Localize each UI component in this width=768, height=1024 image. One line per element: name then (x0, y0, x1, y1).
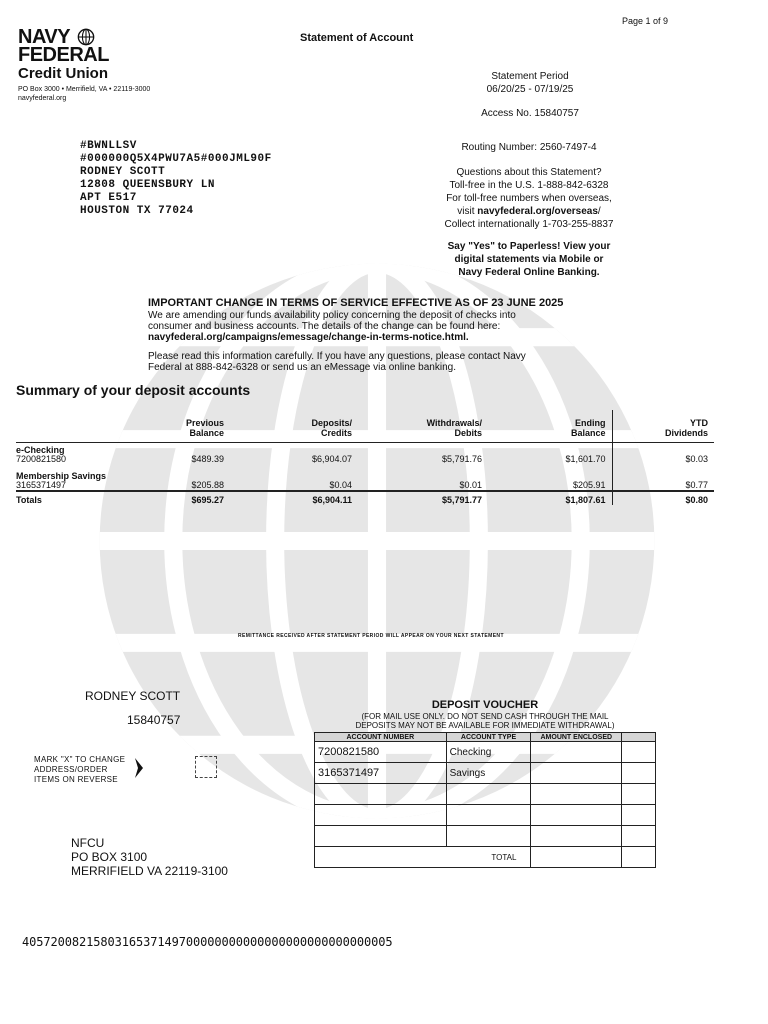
table-row: Membership Savings 3165371497 $205.88 $0.04 $0.01 $205.91 $0.77 (16, 464, 714, 491)
notice-heading: IMPORTANT CHANGE IN TERMS OF SERVICE EFFECTIVE AS OF 23 JUNE 2025 (148, 297, 564, 309)
cents-field[interactable] (622, 805, 656, 826)
mailing-line: RODNEY SCOTT (80, 166, 166, 178)
amount-field[interactable] (531, 742, 622, 763)
voucher-row (315, 805, 656, 826)
voucher-row: 3165371497 Savings (315, 763, 656, 784)
cents-field[interactable] (622, 742, 656, 763)
remittance-note: REMITTANCE RECEIVED AFTER STATEMENT PERIOD WILL APPEAR ON YOUR NEXT STATEMENT (238, 633, 504, 639)
voucher-row (315, 784, 656, 805)
mailing-address (80, 140, 272, 218)
mailing-line: #000000Q5X4PWU7A5#000JML90F (80, 153, 272, 165)
member-access-number: 15840757 (127, 713, 181, 727)
page-number: Page 1 of 9 (622, 16, 669, 26)
mailing-line: 12808 QUEENSBURY LN (80, 179, 215, 191)
cents-field[interactable] (622, 826, 656, 847)
contact-line: For toll-free numbers when overseas, (446, 193, 612, 204)
contact-info (414, 141, 644, 279)
statement-period-value: 06/20/25 - 07/19/25 (486, 84, 574, 95)
amount-field[interactable] (531, 805, 622, 826)
table-row: e-Checking 7200821580 $489.39 $6,904.07 $5,791.76 $1,601.70 $0.03 (16, 442, 714, 464)
col-withdrawals-debits: Withdrawals/ Debits (426, 418, 482, 438)
change-address-note: MARK "X" TO CHANGE ADDRESS/ORDER ITEMS ON REVERSE (34, 755, 126, 784)
summary-header-row (16, 410, 714, 438)
institution-website: navyfederal.org (18, 95, 67, 102)
voucher-row: 7200821580 Checking (315, 742, 656, 763)
mailing-line: APT E517 (80, 192, 137, 204)
voucher-header-row: ACCOUNT NUMBER ACCOUNT TYPE AMOUNT ENCLOSED (315, 733, 656, 742)
col-ytd-dividends: YTD Dividends (664, 418, 708, 438)
cents-field[interactable] (622, 763, 656, 784)
amount-field[interactable] (531, 784, 622, 805)
deposit-voucher-table (314, 732, 656, 868)
summary-heading: Summary of your deposit accounts (16, 382, 251, 398)
col-previous-balance: Previous Balance (185, 418, 224, 438)
voucher-row (315, 826, 656, 847)
voucher-title: DEPOSIT VOUCHER (431, 699, 539, 711)
arrow-right-icon (133, 758, 145, 778)
cents-field[interactable] (622, 784, 656, 805)
access-number: Access No. 15840757 (481, 108, 579, 119)
logo-text-federal: FEDERAL (18, 44, 109, 66)
return-address: NFCU PO BOX 3100 MERRIFIELD VA 22119-3100 (71, 836, 228, 878)
col-deposits-credits: Deposits/ Credits (311, 418, 352, 438)
change-address-checkbox[interactable] (195, 756, 217, 778)
total-amount-field[interactable] (531, 847, 622, 868)
institution-address: PO Box 3000 • Merrifield, VA • 22119-3000 (18, 86, 151, 93)
paperless-promo: digital statements via Mobile or (454, 254, 604, 265)
routing-number: Routing Number: 2560-7497-4 (461, 142, 597, 153)
page-title: Statement of Account (300, 32, 414, 44)
member-name: RODNEY SCOTT (85, 689, 181, 703)
logo-text-credit-union: Credit Union (18, 65, 108, 82)
totals-row: Totals $695.27 $6,904.11 $5,791.77 $1,807.61 $0.80 (16, 491, 714, 505)
micr-line: 4057200821580316537149700000000000000000000000000005 (22, 935, 393, 949)
notice-link[interactable]: navyfederal.org/campaigns/emessage/change-in-terms-notice.html. (148, 332, 469, 343)
summary-table (16, 410, 714, 505)
contact-line: visit navyfederal.org/overseas/ (457, 206, 601, 217)
logo-text-navy: NAVY (18, 26, 71, 48)
voucher-subtitle: (FOR MAIL USE ONLY. DO NOT SEND CASH THROUGH THE MAIL DEPOSITS MAY NOT BE AVAILABLE FOR IMMEDIATE WITHDRAWAL) (355, 712, 615, 730)
contact-line: Questions about this Statement? (456, 167, 602, 178)
contact-line: Collect internationally 1-703-255-8837 (444, 219, 614, 230)
amount-field[interactable] (531, 763, 622, 784)
voucher-total-row: TOTAL (315, 847, 656, 868)
paperless-promo: Navy Federal Online Banking. (458, 267, 600, 278)
total-cents-field[interactable] (622, 847, 656, 868)
mailing-line: HOUSTON TX 77024 (80, 205, 194, 217)
overseas-link[interactable]: navyfederal.org/overseas (477, 206, 598, 217)
amount-field[interactable] (531, 826, 622, 847)
mailing-line: #BWNLLSV (80, 140, 137, 152)
col-ending-balance: Ending Balance (488, 410, 612, 438)
statement-period-label: Statement Period (491, 71, 569, 82)
contact-line: Toll-free in the U.S. 1-888-842-6328 (449, 180, 609, 191)
paperless-promo: Say "Yes" to Paperless! View your (447, 241, 611, 252)
notice-body: We are amending our funds availability policy concerning the deposit of checks into consumer and business accounts. The details of the change can be found here: navyfederal.org/campaigns/emessage/change-in-terms-notice.html. Please read this information carefully. If you have any questions, please contact Navy Federal at 888-842-6328 or send us an eMessage via online banking. (148, 310, 588, 373)
